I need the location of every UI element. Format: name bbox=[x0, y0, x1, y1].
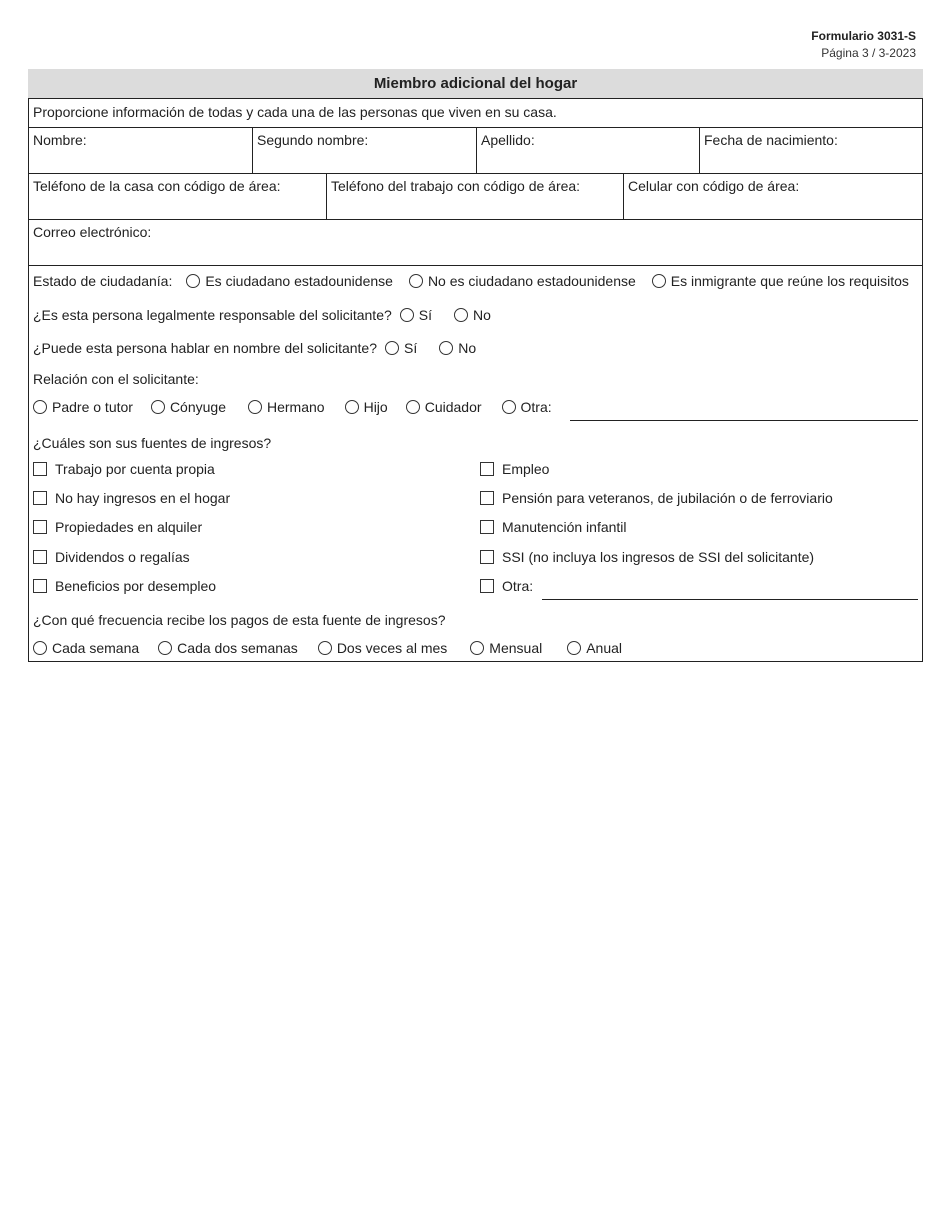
relationship-parent[interactable] bbox=[33, 398, 133, 416]
option-label: No es ciudadano estadounidense bbox=[427, 273, 636, 289]
frequency-twice-monthly[interactable] bbox=[318, 639, 447, 657]
checkbox-icon[interactable] bbox=[33, 520, 47, 534]
radio-icon[interactable] bbox=[385, 341, 399, 355]
citizenship-row bbox=[33, 272, 909, 290]
radio-icon[interactable] bbox=[454, 308, 468, 322]
option-label: Otra: bbox=[502, 578, 534, 594]
income-pension[interactable] bbox=[480, 489, 833, 507]
option-label: Pensión para veteranos, de jubilación o de ferroviario bbox=[502, 490, 833, 506]
frequency-monthly[interactable] bbox=[470, 639, 542, 657]
frequency-label: ¿Con qué frecuencia recibe los pagos de esta fuente de ingresos? bbox=[33, 612, 446, 628]
option-label: Mensual bbox=[489, 640, 543, 656]
citizenship-option-qualified-immigrant[interactable] bbox=[652, 272, 909, 290]
checkbox-icon[interactable] bbox=[33, 550, 47, 564]
option-label: Sí bbox=[404, 340, 418, 356]
first-name-label: Nombre: bbox=[33, 132, 87, 148]
option-label: No bbox=[458, 340, 477, 356]
work-phone-label: Teléfono del trabajo con código de área: bbox=[331, 178, 581, 194]
relationship-sibling[interactable] bbox=[248, 398, 325, 416]
checkbox-icon[interactable] bbox=[480, 579, 494, 593]
citizenship-option-citizen[interactable] bbox=[186, 272, 393, 290]
checkbox-icon[interactable] bbox=[480, 462, 494, 476]
last-name-label: Apellido: bbox=[481, 132, 535, 148]
relationship-spouse[interactable] bbox=[151, 398, 226, 416]
frequency-biweekly[interactable] bbox=[158, 639, 298, 657]
last-name-field[interactable] bbox=[476, 128, 699, 173]
speak-for-no[interactable] bbox=[439, 339, 476, 357]
relationship-options bbox=[33, 398, 552, 416]
middle-name-label: Segundo nombre: bbox=[257, 132, 369, 148]
home-phone-label: Teléfono de la casa con código de área: bbox=[33, 178, 281, 194]
option-label: No bbox=[473, 307, 491, 323]
option-label: Cada dos semanas bbox=[177, 640, 298, 656]
legal-responsible-yes[interactable] bbox=[400, 306, 432, 324]
email-label: Correo electrónico: bbox=[33, 224, 152, 240]
radio-icon[interactable] bbox=[439, 341, 453, 355]
relationship-label: Relación con el solicitante: bbox=[33, 371, 199, 387]
checkbox-icon[interactable] bbox=[480, 550, 494, 564]
option-label: Padre o tutor bbox=[52, 399, 133, 415]
radio-icon[interactable] bbox=[345, 400, 359, 414]
radio-icon[interactable] bbox=[652, 274, 666, 288]
middle-name-field[interactable] bbox=[252, 128, 476, 173]
frequency-weekly[interactable] bbox=[33, 639, 139, 657]
income-child-support[interactable] bbox=[480, 518, 627, 536]
legal-responsible-label: ¿Es esta persona legalmente responsable del solicitante? bbox=[33, 307, 392, 323]
cell-phone-label: Celular con código de área: bbox=[628, 178, 800, 194]
option-label: Manutención infantil bbox=[502, 519, 627, 535]
details-block bbox=[29, 265, 922, 661]
speak-for-yes[interactable] bbox=[385, 339, 417, 357]
income-no-household-income[interactable] bbox=[33, 489, 230, 507]
citizenship-option-noncitizen[interactable] bbox=[409, 272, 636, 290]
option-label: Hijo bbox=[363, 399, 388, 415]
frequency-options bbox=[33, 639, 622, 657]
intro-text: Proporcione información de todas y cada una de las personas que viven en su casa. bbox=[33, 104, 557, 120]
option-label: Cuidador bbox=[424, 399, 482, 415]
home-phone-field[interactable] bbox=[29, 174, 326, 219]
relationship-other-input[interactable] bbox=[570, 420, 918, 421]
radio-icon[interactable] bbox=[567, 641, 581, 655]
radio-icon[interactable] bbox=[318, 641, 332, 655]
option-label: Sí bbox=[418, 307, 433, 323]
radio-icon[interactable] bbox=[158, 641, 172, 655]
radio-icon[interactable] bbox=[406, 400, 420, 414]
cell-phone-field[interactable] bbox=[623, 174, 922, 219]
option-label: Cada semana bbox=[52, 640, 140, 656]
option-label: Es ciudadano estadounidense bbox=[205, 273, 393, 289]
radio-icon[interactable] bbox=[33, 400, 47, 414]
checkbox-icon[interactable] bbox=[33, 579, 47, 593]
option-label: Es inmigrante que reúne los requisitos bbox=[670, 273, 909, 289]
income-unemployment[interactable] bbox=[33, 577, 216, 595]
radio-icon[interactable] bbox=[33, 641, 47, 655]
radio-icon[interactable] bbox=[502, 400, 516, 414]
dob-label: Fecha de nacimiento: bbox=[704, 132, 838, 148]
option-label: Beneficios por desempleo bbox=[55, 578, 217, 594]
option-label: Cónyuge bbox=[169, 399, 226, 415]
legal-responsible-row bbox=[33, 306, 491, 324]
option-label: Otra: bbox=[520, 399, 552, 415]
option-label: No hay ingresos en el hogar bbox=[55, 490, 231, 506]
page-info: Página 3 / 3-2023 bbox=[821, 46, 916, 60]
option-label: Propiedades en alquiler bbox=[55, 519, 203, 535]
income-dividends-royalties[interactable] bbox=[33, 548, 190, 566]
email-field[interactable] bbox=[29, 220, 922, 265]
income-self-employment[interactable] bbox=[33, 460, 215, 478]
section-title: Miembro adicional del hogar bbox=[28, 69, 923, 98]
checkbox-icon[interactable] bbox=[480, 491, 494, 505]
frequency-annual[interactable] bbox=[567, 639, 622, 657]
relationship-other[interactable] bbox=[502, 398, 552, 416]
household-member-form bbox=[28, 69, 923, 662]
radio-icon[interactable] bbox=[400, 308, 414, 322]
dob-field[interactable] bbox=[699, 128, 922, 173]
speak-for-label: ¿Puede esta persona hablar en nombre del solicitante? bbox=[33, 340, 377, 356]
checkbox-icon[interactable] bbox=[33, 491, 47, 505]
option-label: Hermano bbox=[266, 399, 325, 415]
checkbox-icon[interactable] bbox=[480, 520, 494, 534]
income-other-input[interactable] bbox=[542, 599, 918, 600]
form-number: Formulario 3031-S bbox=[811, 29, 916, 43]
speak-for-row bbox=[33, 339, 476, 357]
work-phone-field[interactable] bbox=[326, 174, 623, 219]
checkbox-icon[interactable] bbox=[33, 462, 47, 476]
radio-icon[interactable] bbox=[248, 400, 262, 414]
radio-icon[interactable] bbox=[409, 274, 423, 288]
option-label: Dividendos o regalías bbox=[55, 549, 190, 565]
relationship-caregiver[interactable] bbox=[406, 398, 482, 416]
income-rental-property[interactable] bbox=[33, 518, 202, 536]
form-header bbox=[811, 28, 916, 62]
radio-icon[interactable] bbox=[151, 400, 165, 414]
form-frame bbox=[28, 98, 923, 662]
radio-icon[interactable] bbox=[470, 641, 484, 655]
radio-icon[interactable] bbox=[186, 274, 200, 288]
income-ssi[interactable] bbox=[480, 548, 814, 566]
first-name-field[interactable] bbox=[29, 128, 252, 173]
option-label: Anual bbox=[586, 640, 623, 656]
citizenship-label: Estado de ciudadanía: bbox=[33, 273, 173, 289]
income-other[interactable] bbox=[480, 577, 533, 595]
option-label: SSI (no incluya los ingresos de SSI del solicitante) bbox=[502, 549, 815, 565]
income-employment[interactable] bbox=[480, 460, 549, 478]
income-sources-label: ¿Cuáles son sus fuentes de ingresos? bbox=[33, 435, 272, 451]
option-label: Dos veces al mes bbox=[336, 640, 448, 656]
option-label: Empleo bbox=[502, 461, 550, 477]
legal-responsible-no[interactable] bbox=[454, 306, 491, 324]
relationship-child[interactable] bbox=[345, 398, 388, 416]
option-label: Trabajo por cuenta propia bbox=[55, 461, 215, 477]
